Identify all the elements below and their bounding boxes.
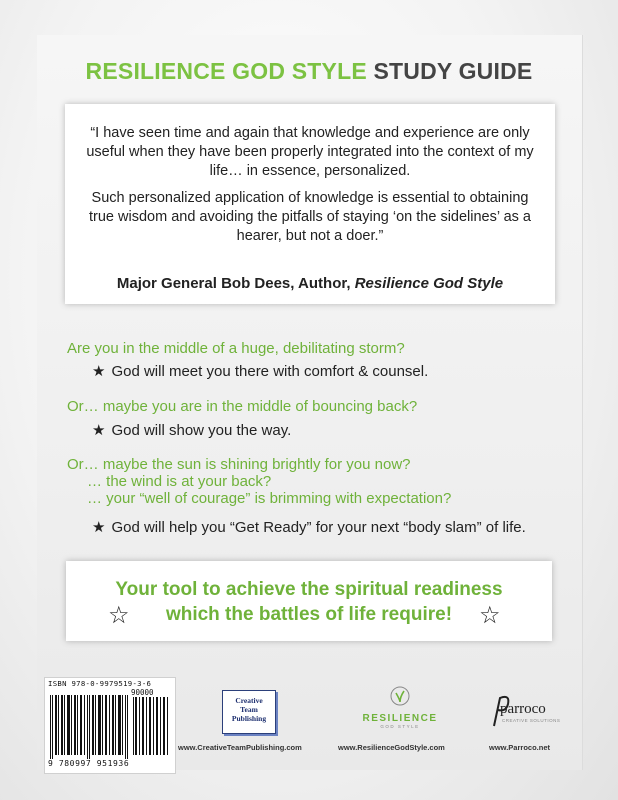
star-icon: ★	[92, 422, 106, 439]
barcode-bars	[50, 695, 130, 759]
price-code: 90000	[131, 688, 154, 697]
answer-bouncing-back	[92, 421, 291, 439]
parroco-wordmark: parroco	[500, 701, 546, 717]
answer-get-ready-text: God will help you “Get Ready” for your next “body slam” of life.	[111, 519, 526, 536]
resilience-url[interactable]: www.ResilienceGodStyle.com	[338, 743, 445, 752]
parroco-subtitle: CREATIVE SOLUTIONS	[502, 718, 561, 723]
parroco-url[interactable]: www.Parroco.net	[489, 743, 550, 752]
attribution-book: Resilience God Style	[354, 275, 504, 292]
isbn-barcode	[44, 677, 176, 774]
creative-team-publishing-logo	[222, 690, 276, 734]
resilience-subtitle: GOD STYLE	[380, 724, 420, 729]
star-icon: ★	[92, 519, 106, 536]
ctp-logo-line-2: Team	[240, 705, 258, 714]
tool-box	[66, 561, 552, 641]
ctp-url[interactable]: www.CreativeTeamPublishing.com	[178, 743, 302, 752]
isbn-number: ISBN 978-0-9979519-3-6	[48, 679, 152, 688]
answer-get-ready	[92, 518, 526, 536]
quote-paragraph-2: Such personalized application of knowledge is essential to obtaining true wisdom and avoiding the pitfalls of staying ‘on the sidelines’ as a hearer, but not a doer.”	[89, 190, 531, 244]
star-icon: ★	[92, 363, 106, 380]
question-wind: … the wind is at your back?	[87, 473, 272, 490]
page-title	[0, 58, 618, 85]
tool-line-2: which the battles of life require!	[165, 604, 453, 625]
parroco-logo	[490, 692, 580, 732]
leaf-icon	[388, 684, 412, 708]
outline-star-icon: ☆	[479, 602, 501, 629]
quote-attribution	[65, 275, 555, 292]
question-bouncing-back: Or… maybe you are in the middle of bouncing back?	[67, 398, 418, 415]
title-green-part: RESILIENCE GOD STYLE	[85, 58, 367, 84]
question-sun-shining: Or… maybe the sun is shining brightly for you now?	[67, 456, 411, 473]
title-dark-part: STUDY GUIDE	[373, 58, 533, 84]
outline-star-icon: ☆	[108, 602, 130, 629]
question-storm: Are you in the middle of a huge, debilitating storm?	[67, 340, 405, 357]
ctp-logo-line-3: Publishing	[231, 714, 267, 723]
barcode-digits: 9 780997 951936	[48, 759, 130, 768]
quote-box	[65, 104, 555, 304]
addon-bars	[133, 697, 169, 755]
tool-line-1: Your tool to achieve the spiritual readiness	[115, 579, 503, 600]
resilience-logo	[355, 684, 445, 739]
quote-paragraph-1: “I have seen time and again that knowledge and experience are only useful when they have been properly integrated into the context of my life… in essence, personalized.	[86, 125, 534, 179]
attribution-name: Major General Bob Dees, Author,	[116, 275, 351, 292]
resilience-wordmark: RESILIENCE	[362, 713, 438, 724]
question-well-of-courage: … your “well of courage” is brimming with expectation?	[87, 490, 452, 507]
answer-bouncing-back-text: God will show you the way.	[111, 422, 292, 439]
answer-storm-text: God will meet you there with comfort & counsel.	[111, 363, 429, 380]
ctp-logo-line-1: Creative	[235, 696, 263, 705]
answer-storm	[92, 362, 428, 380]
